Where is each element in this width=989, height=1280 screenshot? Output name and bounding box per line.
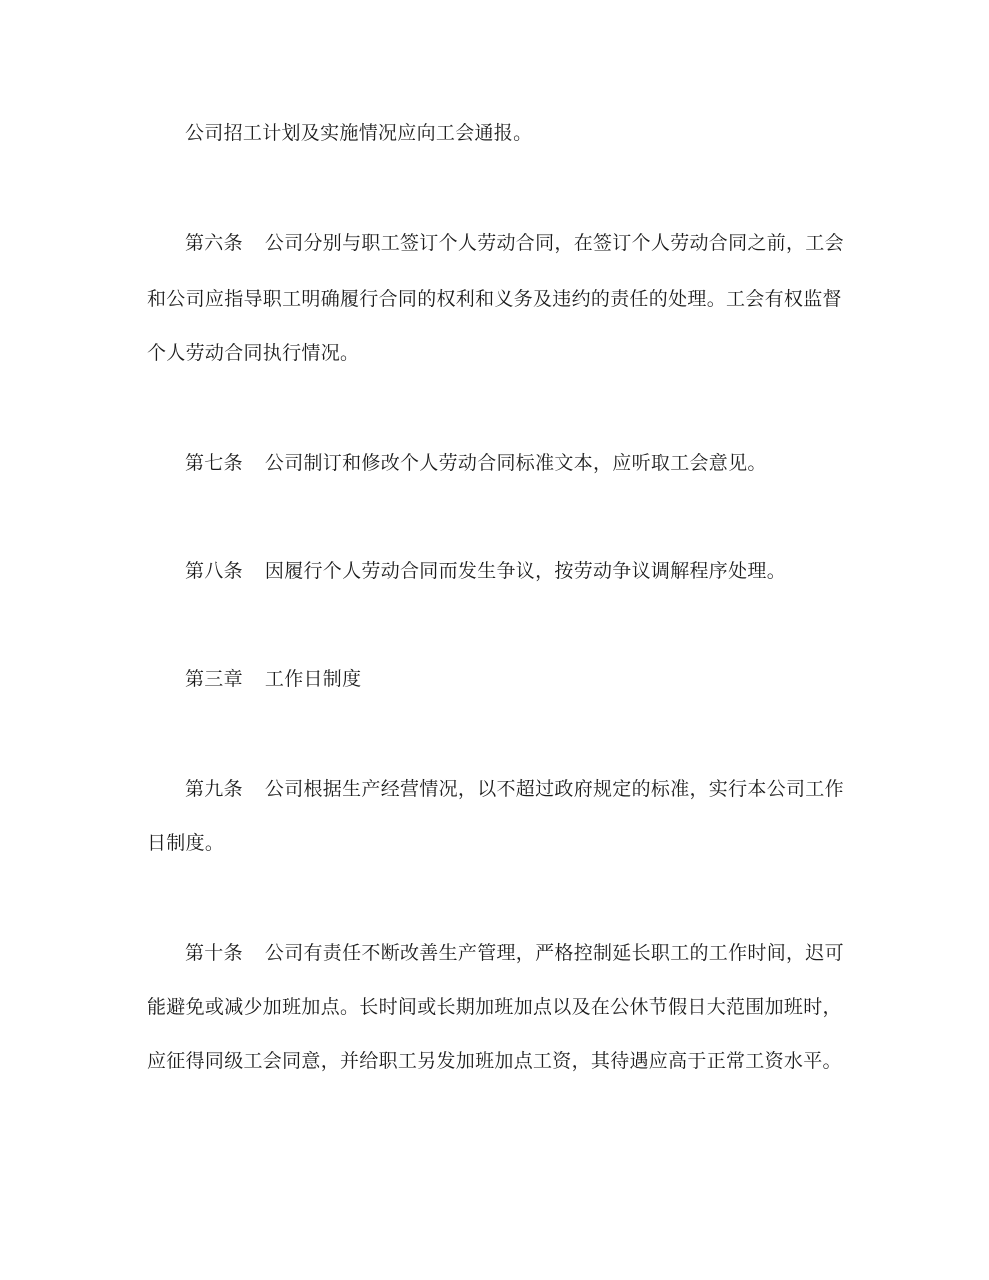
chapter-number: 第三章 — [185, 668, 243, 690]
article-8 — [185, 559, 786, 583]
article-text: 和公司应指导职工明确履行合同的权利和义务及违约的责任的处理。工会有权监督 — [147, 288, 842, 310]
article-number: 第八条 — [185, 560, 243, 582]
article-text: 个人劳动合同执行情况。 — [147, 342, 360, 364]
article-number: 第九条 — [185, 778, 243, 800]
article-number: 第十条 — [185, 942, 243, 964]
article-text: 公司分别与职工签订个人劳动合同，在签订个人劳动合同之前，工会 — [264, 232, 844, 254]
article-number: 第六条 — [185, 232, 243, 254]
paragraph-text: 公司招工计划及实施情况应向工会通报。 — [185, 122, 533, 144]
article-9-line-2 — [147, 831, 224, 855]
article-text: 公司根据生产经营情况，以不超过政府规定的标准，实行本公司工作 — [264, 778, 844, 800]
article-6-line-2 — [147, 287, 842, 311]
chapter-title: 工作日制度 — [264, 668, 362, 690]
article-text: 应征得同级工会同意，并给职工另发加班加点工资，其待遇应高于正常工资水平。 — [147, 1050, 842, 1072]
article-9-line-1 — [185, 777, 844, 801]
paragraph-recruitment-report — [185, 121, 532, 145]
article-text: 公司制订和修改个人劳动合同标准文本，应听取工会意见。 — [264, 452, 767, 474]
article-10-line-2 — [147, 995, 842, 1019]
article-6-line-3 — [147, 341, 359, 365]
article-number: 第七条 — [185, 452, 243, 474]
article-text: 能避免或减少加班加点。长时间或长期加班加点以及在公休节假日大范围加班时， — [147, 996, 842, 1018]
article-10-line-1 — [185, 941, 844, 965]
article-7 — [185, 451, 767, 475]
article-text: 因履行个人劳动合同而发生争议，按劳动争议调解程序处理。 — [264, 560, 787, 582]
article-text: 日制度。 — [147, 832, 225, 854]
article-text: 公司有责任不断改善生产管理，严格控制延长职工的工作时间，迟可 — [264, 942, 844, 964]
article-10-line-3 — [147, 1049, 842, 1073]
chapter-3-heading — [185, 667, 361, 691]
article-6-line-1 — [185, 231, 844, 255]
